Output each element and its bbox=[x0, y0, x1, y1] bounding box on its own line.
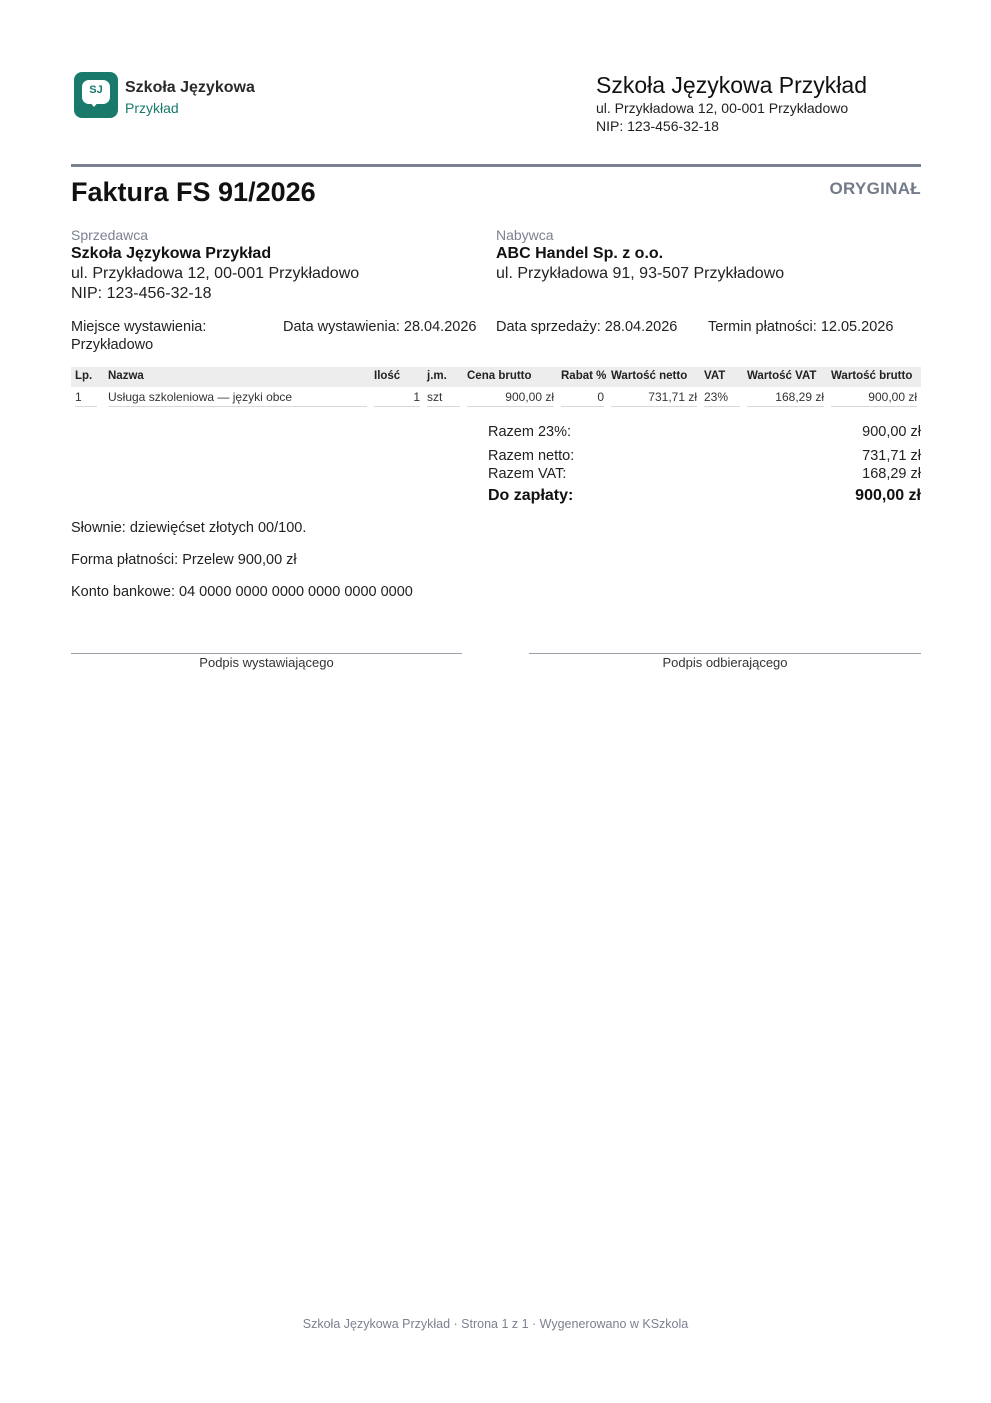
cell-unit: szt bbox=[427, 390, 460, 407]
col-qty: Ilość bbox=[374, 370, 401, 382]
receiver-signature-line bbox=[529, 653, 921, 654]
buyer-label: Nabywca bbox=[496, 227, 554, 243]
logo-initials: SJ bbox=[89, 84, 103, 96]
col-price-gross: Cena brutto bbox=[467, 370, 532, 382]
invoice-title: Faktura FS 91/2026 bbox=[71, 177, 316, 207]
issue-place-label: Miejsce wystawienia: bbox=[71, 319, 207, 335]
receiver-signature-label: Podpis odbierającego bbox=[662, 655, 788, 670]
company-name: Szkoła Językowa Przykład bbox=[596, 72, 867, 98]
payment-method: Forma płatności: Przelew 900,00 zł bbox=[71, 552, 297, 568]
col-net: Wartość netto bbox=[611, 370, 688, 382]
seller-nip: NIP: 123-456-32-18 bbox=[71, 285, 212, 302]
seller-name: Szkoła Językowa Przykład bbox=[71, 245, 272, 262]
cell-price-gross: 900,00 zł bbox=[467, 390, 554, 407]
col-discount: Rabat % bbox=[561, 370, 607, 382]
cell-net: 731,71 zł bbox=[611, 390, 697, 407]
company-nip: NIP: 123-456-32-18 bbox=[596, 118, 719, 134]
col-gross: Wartość brutto bbox=[831, 370, 913, 382]
cell-lp: 1 bbox=[75, 390, 97, 407]
issue-date: Data wystawienia: 28.04.2026 bbox=[283, 319, 477, 335]
col-name: Nazwa bbox=[108, 370, 144, 382]
cell-vat: 23% bbox=[704, 390, 740, 407]
header-divider bbox=[71, 164, 921, 167]
col-lp: Lp. bbox=[75, 370, 93, 382]
amount-due-label: Do zapłaty: bbox=[488, 487, 574, 504]
amount-due-value: 900,00 zł bbox=[855, 487, 921, 504]
cell-qty: 1 bbox=[374, 390, 420, 407]
col-unit: j.m. bbox=[427, 370, 447, 382]
cell-name: Usługa szkoleniowa — języki obce bbox=[108, 390, 367, 407]
cell-discount: 0 bbox=[561, 390, 604, 407]
col-vat-value: Wartość VAT bbox=[747, 370, 817, 382]
company-address: ul. Przykładowa 12, 00-001 Przykładowo bbox=[596, 100, 849, 116]
copy-label: ORYGINAŁ bbox=[829, 179, 921, 198]
seller-address: ul. Przykładowa 12, 00-001 Przykładowo bbox=[71, 265, 360, 282]
cell-gross: 900,00 zł bbox=[831, 390, 917, 407]
issuer-signature-line bbox=[71, 653, 462, 654]
sum-vat-label: Razem VAT: bbox=[488, 466, 567, 482]
due-date: Termin płatności: 12.05.2026 bbox=[708, 319, 894, 335]
col-vat: VAT bbox=[704, 370, 726, 382]
sum-vat-value: 168,29 zł bbox=[862, 466, 921, 482]
logo-name: Szkoła Językowa bbox=[125, 79, 255, 96]
page-footer: Szkoła Językowa Przykład · Strona 1 z 1 · Wygenerowano w KSzkola bbox=[302, 1317, 689, 1331]
issuer-signature-label: Podpis wystawiającego bbox=[199, 655, 334, 670]
sale-date: Data sprzedaży: 28.04.2026 bbox=[496, 319, 678, 335]
chat-bubble-tail bbox=[88, 100, 100, 107]
buyer-name: ABC Handel Sp. z o.o. bbox=[496, 245, 664, 262]
sum-net-label: Razem netto: bbox=[488, 448, 575, 464]
amount-in-words: Słownie: dziewięćset złotych 00/100. bbox=[71, 520, 307, 536]
buyer-address: ul. Przykładowa 91, 93-507 Przykładowo bbox=[496, 265, 785, 282]
sum-net-value: 731,71 zł bbox=[862, 448, 921, 464]
logo-subtitle: Przykład bbox=[125, 100, 179, 116]
issue-place-value: Przykładowo bbox=[71, 337, 154, 353]
sum-rate-value: 900,00 zł bbox=[862, 424, 921, 440]
bank-account: Konto bankowe: 04 0000 0000 0000 0000 0000 0000 bbox=[71, 584, 413, 600]
cell-vat-value: 168,29 zł bbox=[747, 390, 824, 407]
seller-label: Sprzedawca bbox=[71, 227, 149, 243]
sum-rate-label: Razem 23%: bbox=[488, 424, 572, 440]
